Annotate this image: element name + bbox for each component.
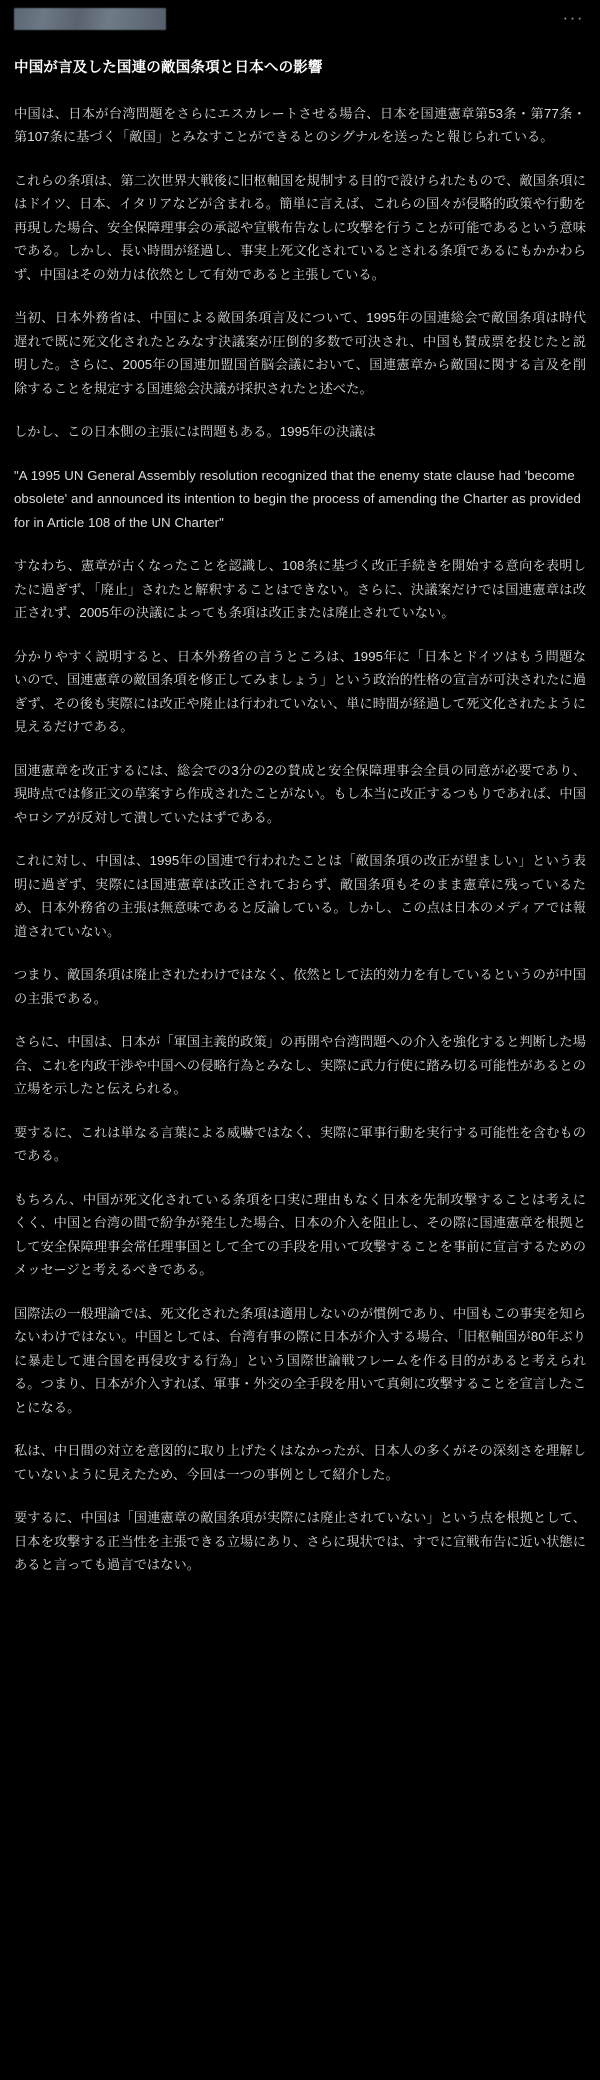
article-paragraph: しかし、この日本側の主張には問題もある。1995年の決議は (14, 424, 376, 440)
article-paragraph: 当初、日本外務省は、中国による敵国条項言及について、1995年の国連総会で敵国条項は時代遅れで既に死文化されたとみなす決議案が圧倒的多数で可決され、中国も賛成票を投じたと説明した。さらに、2005年の国連加盟国首脳会議において、国連憲章から敵国に関する言及を削除することを規定する国連総会決議が採択されたと述べた。 (14, 310, 586, 396)
article-paragraph: 国際法の一般理論では、死文化された条項は適用しないのが慣例であり、中国もこの事実を知らないわけではない。中国としては、台湾有事の際に日本が介入する場合、「旧枢軸国が80年ぶりに暴走して連合国を再侵攻する行為」という国際世論戦フレームを作る目的があると考えられる。つまり、日本が介入すれば、軍事・外交の全手段を用いて真剣に攻撃することを宣言したことになる。 (14, 1305, 586, 1415)
article-body (14, 102, 586, 1577)
article-paragraph: 中国は、日本が台湾問題をさらにエスカレートさせる場合、日本を国連憲章第53条・第77条・第107条に基づく「敵国」とみなすことができるとのシグナルを送ったと報じられている。 (14, 105, 586, 145)
article-paragraph: 私は、中日間の対立を意図的に取り上げたくはなかったが、日本人の多くがその深刻さを理解していないように見えたため、今回は一つの事例として紹介した。 (14, 1443, 586, 1482)
article-paragraph: 国連憲章を改正するには、総会での3分の2の賛成と安全保障理事会全員の同意が必要であり、現時点では修正文の草案すら作成されたことがない。もし本当に改正するつもりであれば、中国やロシアが反対して潰していたはずである。 (14, 762, 586, 825)
redacted-account-name (14, 8, 166, 30)
article-paragraph: 要するに、中国は「国連憲章の敵国条項が実際には廃止されていない」という点を根拠として、日本を攻撃する正当性を主張できる立場にあり、さらに現状では、すでに宣戦布告に近い状態にあると言っても過言ではない。 (14, 1510, 586, 1573)
article-paragraph: これらの条項は、第二次世界大戦後に旧枢軸国を規制する目的で設けられたもので、敵国条項にはドイツ、日本、イタリアなどが含まれる。簡単に言えば、これらの国々が侵略的政策や行動を再現した場合、安全保障理事会の承認や宣戦布告なしに攻撃を行うことが可能であるという意味である。しかし、長い時間が経過し、事実上死文化されているとされる条項であるにもかかわらず、中国はその効力は依然として有効であると主張している。 (14, 172, 586, 282)
article-paragraph: これに対し、中国は、1995年の国連で行われたことは「敵国条項の改正が望ましい」という表明に過ぎず、実際には国連憲章は改正されておらず、敵国条項もそのまま憲章に残っているため、日本外務省の主張は無意味であると反論している。しかし、この点は日本のメディアでは報道されていない。 (14, 853, 586, 939)
page-title: 中国が言及した国連の敵国条項と日本への影響 (14, 60, 323, 76)
article-content (0, 58, 600, 1627)
article-paragraph: 要するに、これは単なる言葉による威嚇ではなく、実際に軍事行動を実行する可能性を含むものである。 (14, 1124, 586, 1164)
overflow-menu-icon[interactable]: ··· (562, 8, 584, 27)
top-bar (0, 0, 600, 40)
article-paragraph: もちろん、中国が死文化されている条項を口実に理由もなく日本を先制攻撃することは考えにくく、中国と台湾の間で紛争が発生した場合、日本の介入を阻止し、その際に国連憲章を根拠として安全保障理事会常任理事国として全ての手段を用いて攻撃することを事前に宣言するためのメッセージと考えるべきである。 (14, 1191, 586, 1278)
article-paragraph: さらに、中国は、日本が「軍国主義的政策」の再開や台湾問題への介入を強化すると判断した場合、これを内政干渉や中国への侵略行為とみなし、実際に武力行使に踏み切る可能性があるとの立場を示したと伝えられる。 (14, 1034, 586, 1097)
article-blockquote: "A 1995 UN General Assembly resolution recognized that the enemy state clause had 'become obsolete' and announced its intention to begin the process of amending the Charter as provided for in Article 108 of the UN Charter" (14, 467, 581, 530)
article-paragraph: 分かりやすく説明すると、日本外務省の言うところは、1995年に「日本とドイツはもう問題ないので、国連憲章の敵国条項を修正してみましょう」という政治的性格の宣言が可決されたに過ぎず、その後も実際には改正や廃止は行われていない、単に時間が経過して死文化されたように見えるだけである。 (14, 648, 586, 735)
article-paragraph: つまり、敵国条項は廃止されたわけではなく、依然として法的効力を有しているというのが中国の主張である。 (14, 967, 586, 1006)
article-paragraph: すなわち、憲章が古くなったことを認識し、108条に基づく改正手続きを開始する意向を表明したに過ぎず、「廃止」されたと解釈することはできない。さらに、決議案だけでは国連憲章は改正されず、2005年の決議によっても条項は改正または廃止されていない。 (14, 558, 586, 621)
